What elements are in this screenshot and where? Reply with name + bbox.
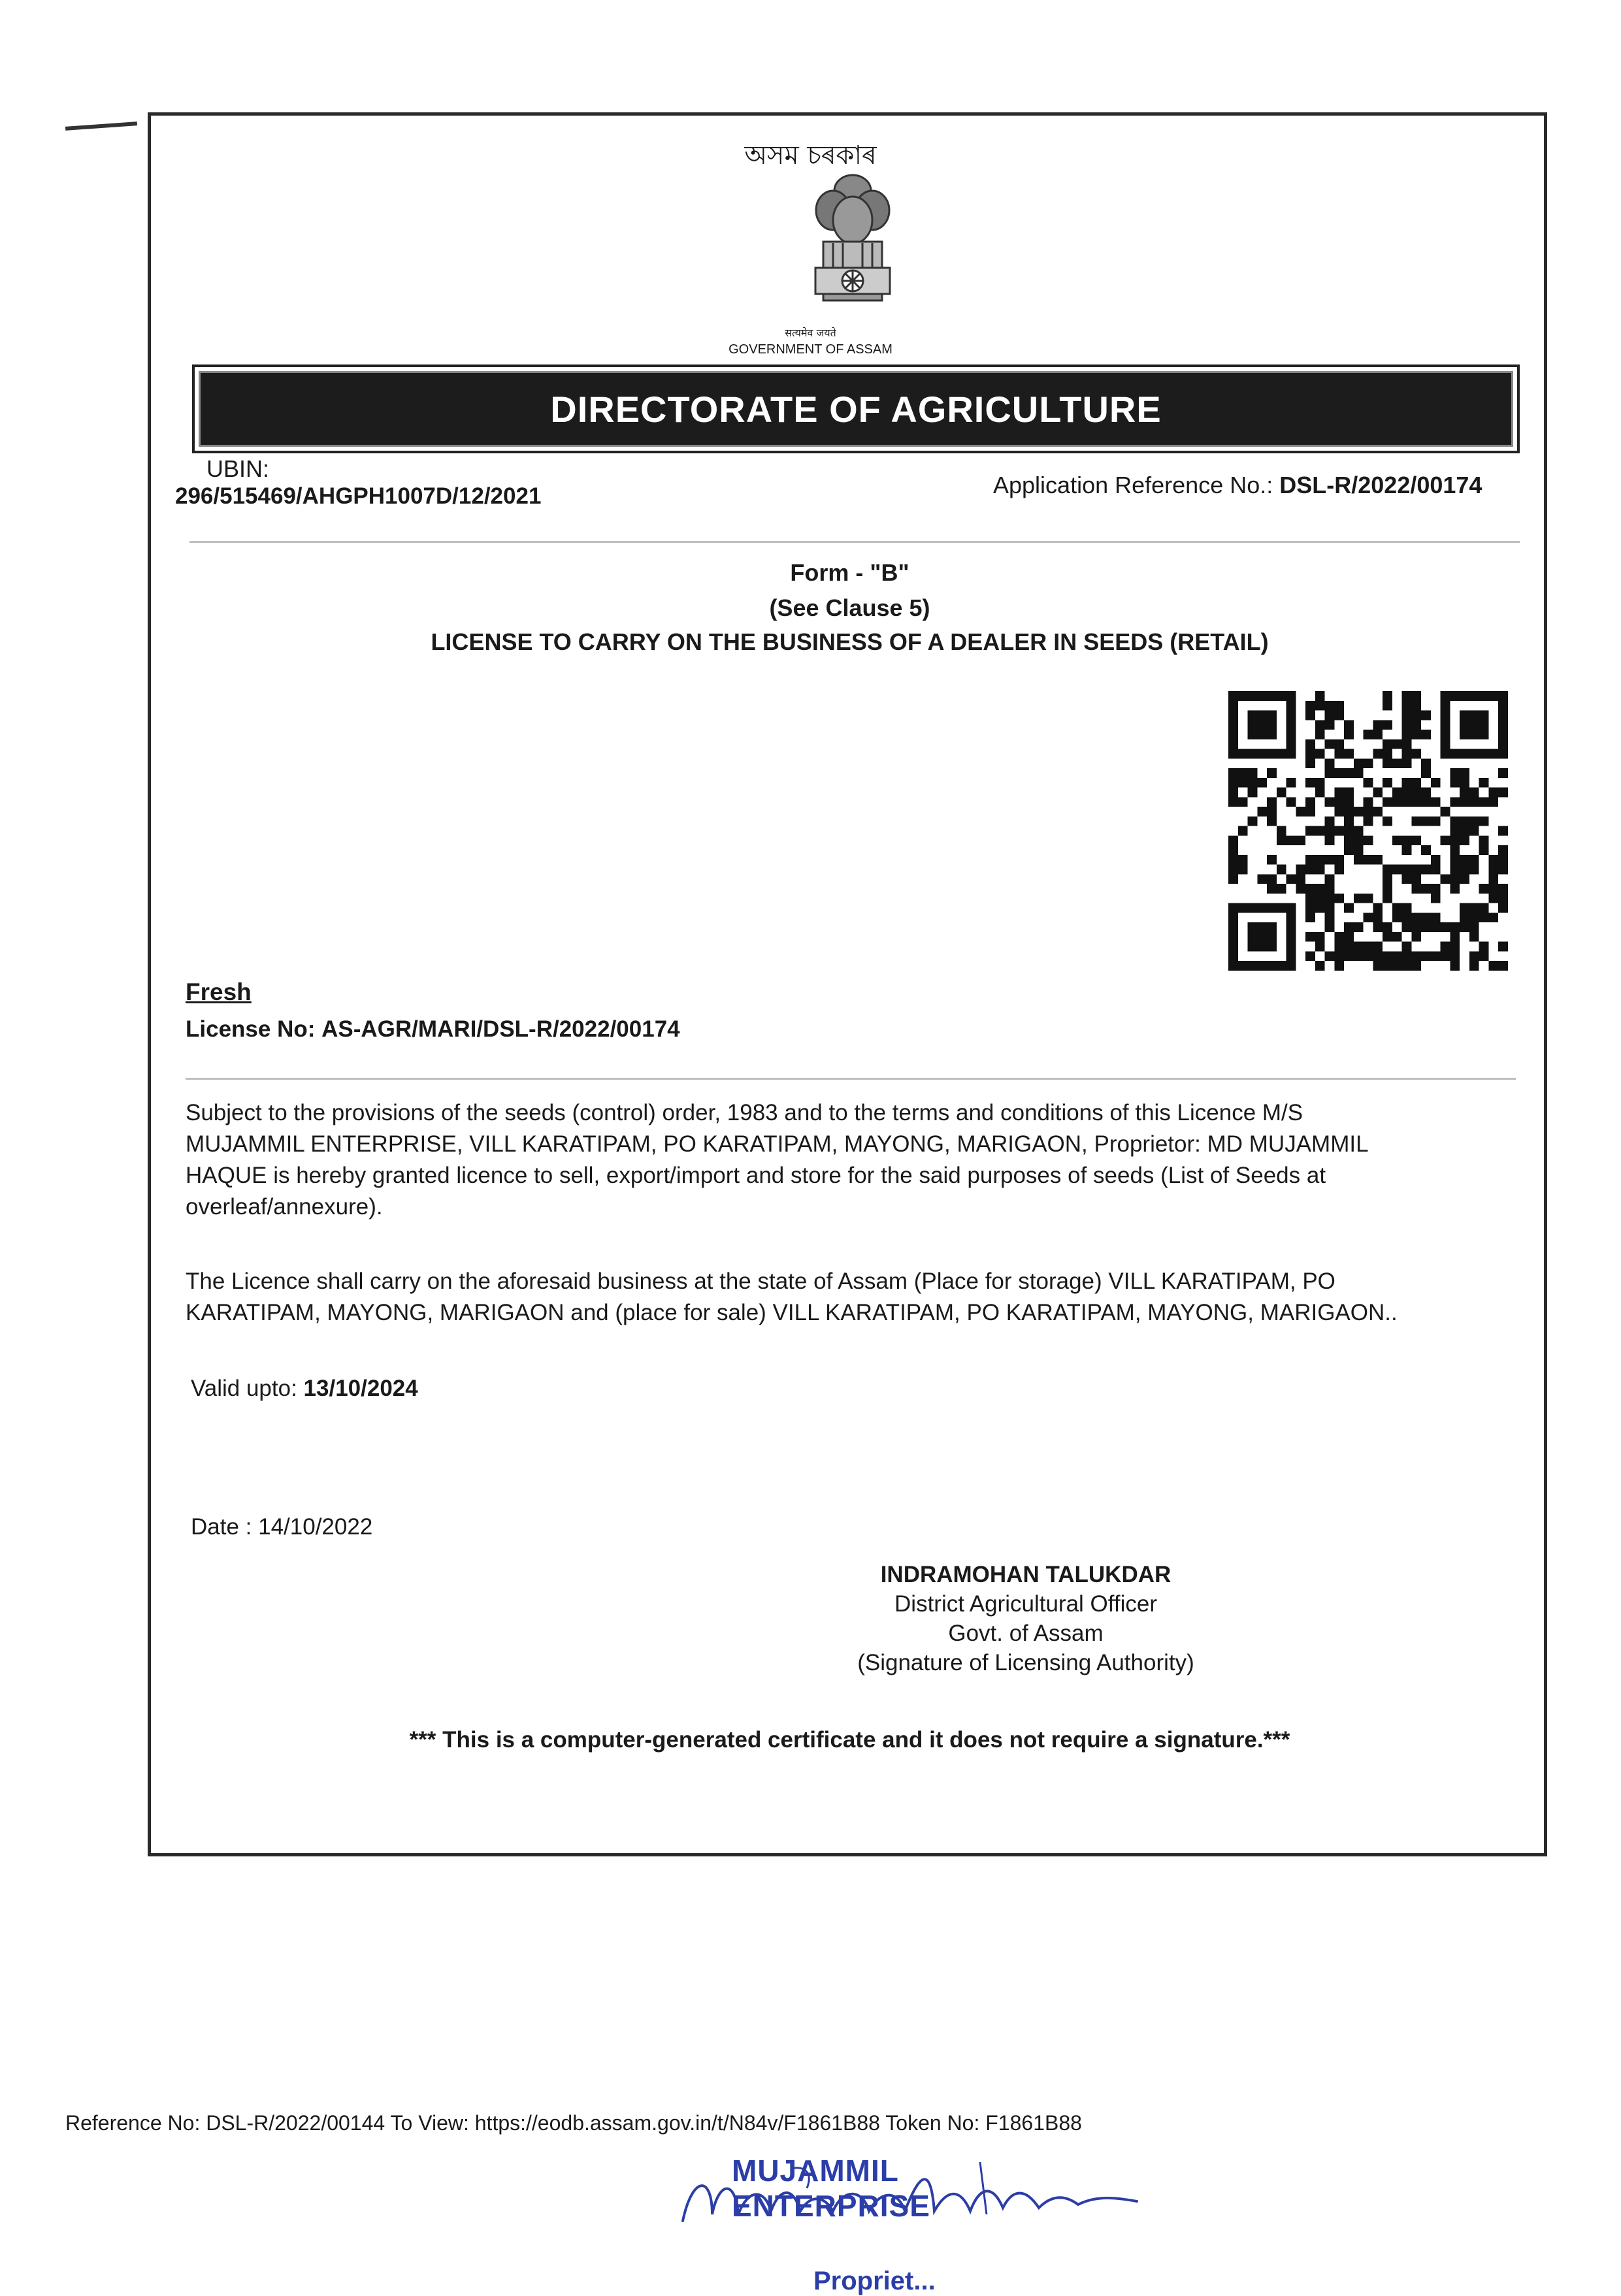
- emblem-motto: सत्यमेव जयते: [785, 327, 836, 339]
- license-number-value: AS-AGR/MARI/DSL-R/2022/00174: [321, 1016, 680, 1042]
- divider: [186, 1078, 1516, 1080]
- enterprise-stamp: MUJAMMIL ENTERPRISE: [732, 2154, 930, 2223]
- issue-date: [191, 1514, 372, 1540]
- signatory-name: INDRAMOHAN TALUKDAR: [880, 1562, 1171, 1587]
- license-number-label: License No:: [186, 1016, 316, 1042]
- application-reference: [993, 472, 1482, 499]
- footer-reference: Reference No: DSL-R/2022/00144 To View: https://eodb.assam.gov.in/t/N84v/F1861B88 Token No: F1861B88: [65, 2111, 1082, 2135]
- paragraph-line: KARATIPAM, MAYONG, MARIGAON and (place for sale) VILL KARATIPAM, PO KARATIPAM, MAYONG, MARIGAON..: [186, 1300, 1398, 1325]
- application-reference-value: DSL-R/2022/00174: [1279, 472, 1482, 498]
- license-type: Fresh: [186, 978, 252, 1005]
- signatory-designation: District Agricultural Officer: [894, 1591, 1157, 1617]
- signatory-office: Govt. of Assam: [948, 1621, 1104, 1646]
- paragraph-line: Subject to the provisions of the seeds (control) order, 1983 and to the terms and conditions of this Licence M/S: [186, 1100, 1303, 1125]
- form-name: Form - "B": [790, 559, 909, 586]
- disclaimer: *** This is a computer-generated certificate and it does not require a signature.***: [409, 1727, 1290, 1753]
- paragraph-line: MUJAMMIL ENTERPRISE, VILL KARATIPAM, PO KARATIPAM, MAYONG, MARIGAON, Proprietor: MD MUJAMMIL: [186, 1131, 1369, 1157]
- divider: [189, 541, 1520, 543]
- signatory-role: (Signature of Licensing Authority): [857, 1650, 1194, 1675]
- paragraph-line: HAQUE is hereby granted licence to sell, export/import and store for the said purposes of seeds (List of Seeds at: [186, 1163, 1326, 1188]
- business-location-paragraph: [186, 1266, 1538, 1329]
- validity: [191, 1376, 418, 1402]
- ubin-label: UBIN:: [206, 455, 270, 482]
- state-emblem-icon: [804, 165, 902, 328]
- form-clause: (See Clause 5): [769, 594, 930, 621]
- handwritten-signature: [673, 2149, 1143, 2234]
- paragraph-line: The Licence shall carry on the aforesaid business at the state of Assam (Place for storage) VILL KARATIPAM, PO: [186, 1269, 1335, 1294]
- ubin-value: 296/515469/AHGPH1007D/12/2021: [175, 483, 542, 509]
- stamp-proprietor: Propriet...: [813, 2267, 936, 2295]
- qr-code: [1228, 685, 1508, 977]
- assamese-title: অসম চৰকাৰ: [744, 140, 877, 170]
- paragraph-line: overleaf/annexure).: [186, 1194, 383, 1220]
- scan-mark: [65, 121, 137, 131]
- directorate-title: DIRECTORATE OF AGRICULTURE: [550, 388, 1162, 430]
- issue-date-value: 14/10/2022: [258, 1514, 373, 1540]
- validity-label: Valid upto:: [191, 1376, 297, 1401]
- issue-date-label: Date :: [191, 1514, 252, 1540]
- directorate-banner: [192, 364, 1520, 453]
- government-label: GOVERNMENT OF ASSAM: [729, 342, 892, 357]
- form-title: LICENSE TO CARRY ON THE BUSINESS OF A DEALER IN SEEDS (RETAIL): [431, 628, 1269, 655]
- signatory-block: [810, 1560, 1581, 1677]
- application-reference-label: Application Reference No.:: [993, 472, 1273, 498]
- validity-value: 13/10/2024: [303, 1376, 418, 1401]
- license-number: [186, 1016, 680, 1043]
- license-terms-paragraph: [186, 1097, 1531, 1223]
